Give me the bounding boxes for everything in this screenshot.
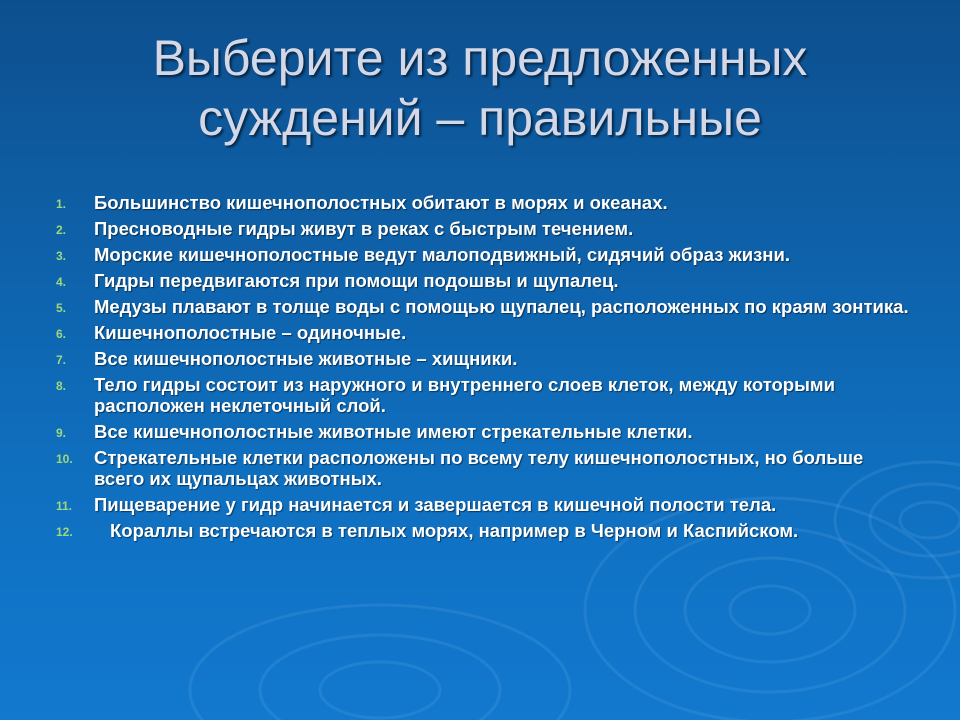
judgment-text: Пищеварение у гидр начинается и завершается в кишечной полости тела. — [94, 494, 777, 515]
judgment-item-9 — [56, 421, 916, 442]
judgment-text: Кишечнополостные – одиночные. — [94, 322, 407, 343]
judgment-text: Гидры передвигаются при помощи подошвы и щупалец. — [94, 270, 619, 291]
judgment-item-6 — [56, 322, 916, 343]
judgment-number: 11. — [56, 499, 73, 513]
judgment-number: 7. — [56, 353, 67, 367]
judgment-item-11 — [56, 494, 916, 515]
judgment-item-10 — [56, 447, 916, 489]
judgments-list — [56, 192, 916, 546]
judgment-item-12 — [56, 520, 916, 541]
judgment-text: Морские кишечнополостные ведут малоподвижный, сидячий образ жизни. — [94, 244, 790, 265]
judgment-item-7 — [56, 348, 916, 369]
judgment-text: Медузы плавают в толще воды с помощью щупалец, расположенных по краям зонтика. — [94, 296, 909, 317]
slide-title — [40, 28, 920, 148]
judgment-number: 4. — [56, 275, 67, 289]
judgment-item-4 — [56, 270, 916, 291]
judgment-number: 5. — [56, 301, 67, 315]
judgment-number: 8. — [56, 379, 67, 393]
judgment-text: Кораллы встречаются в теплых морях, например в Черном и Каспийском. — [110, 520, 799, 541]
judgment-number: 12. — [56, 525, 73, 539]
judgment-text: Тело гидры состоит из наружного и внутреннего слоев клеток, между которыми расположен неклеточный слой. — [94, 374, 835, 416]
judgment-item-5 — [56, 296, 916, 317]
judgment-number: 3. — [56, 249, 67, 263]
judgment-text: Большинство кишечнополостных обитают в морях и океанах. — [94, 192, 668, 213]
judgment-text: Все кишечнополостные животные – хищники. — [94, 348, 518, 369]
judgment-number: 9. — [56, 426, 67, 440]
judgment-text: Пресноводные гидры живут в реках с быстрым течением. — [94, 218, 634, 239]
judgment-number: 6. — [56, 327, 67, 341]
judgment-item-8 — [56, 374, 916, 416]
judgment-item-1 — [56, 192, 916, 213]
judgment-item-3 — [56, 244, 916, 265]
judgment-text: Все кишечнополостные животные имеют стрекательные клетки. — [94, 421, 693, 442]
judgment-number: 1. — [56, 197, 67, 211]
judgment-number: 10. — [56, 452, 73, 466]
judgment-number: 2. — [56, 223, 67, 237]
slide-title-line-2: суждений – правильные — [198, 90, 762, 146]
judgment-item-2 — [56, 218, 916, 239]
slide-title-line-1: Выберите из предложенных — [152, 30, 808, 86]
judgment-text: Стрекательные клетки расположены по всему телу кишечнополостных, но больше всего их щупальцах животных. — [94, 447, 864, 489]
